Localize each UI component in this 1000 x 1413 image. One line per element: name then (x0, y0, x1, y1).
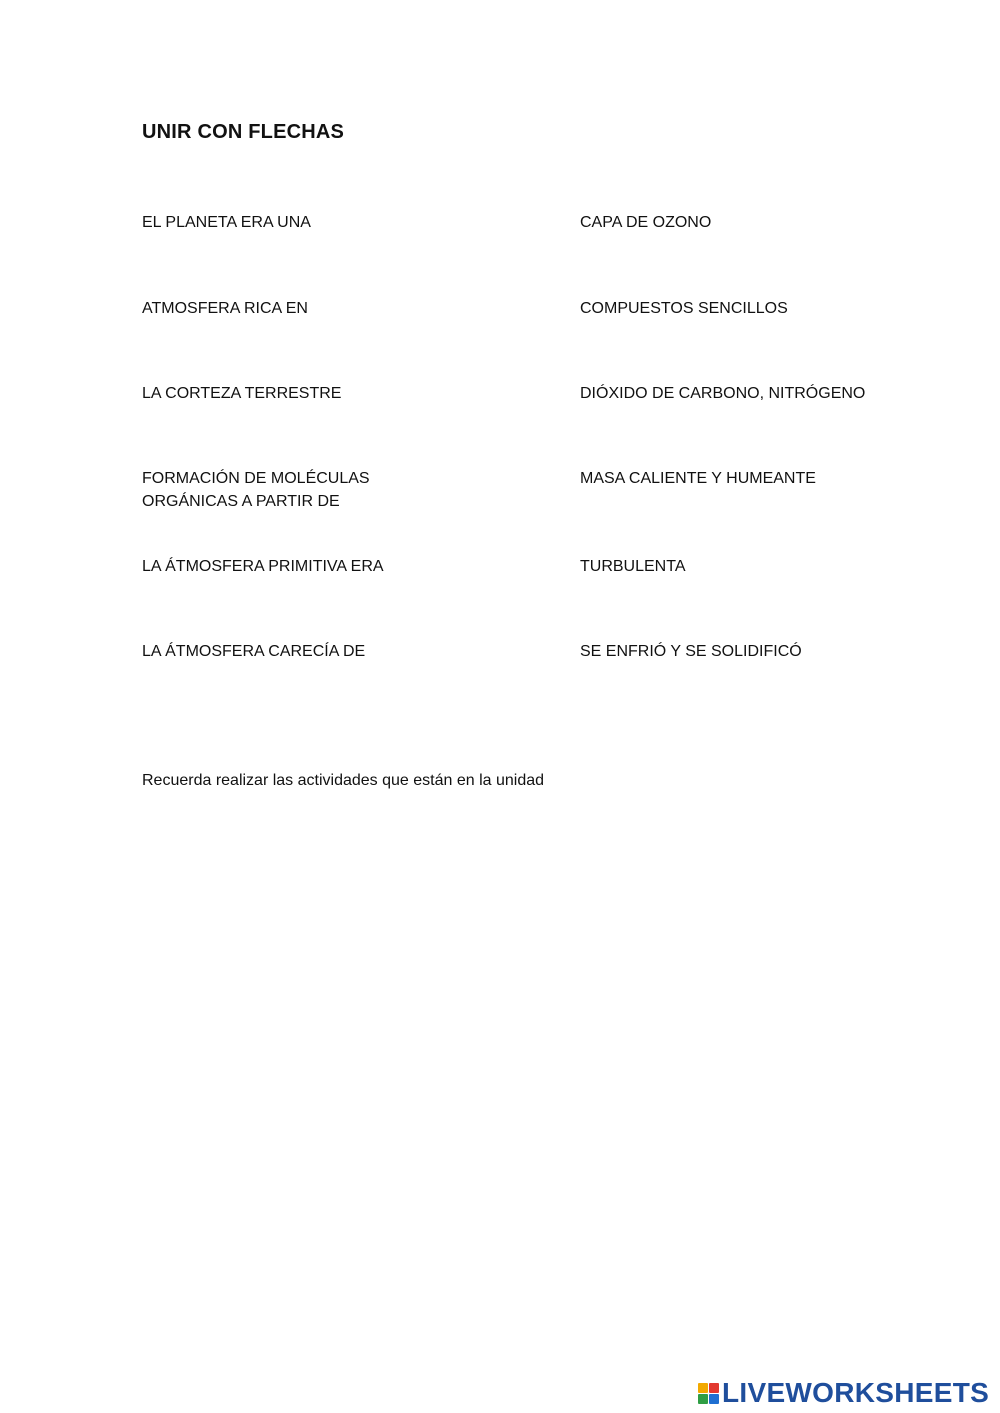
logo-text: LIVEWORKSHEETS (722, 1377, 990, 1408)
right-item-4: MASA CALIENTE Y HUMEANTE (580, 470, 816, 487)
right-item-2: COMPUESTOS SENCILLOS (580, 300, 788, 317)
left-item-3: LA CORTEZA TERRESTRE (142, 385, 342, 402)
logo-mark-icon (698, 1383, 719, 1404)
right-item-1: CAPA DE OZONO (580, 214, 712, 231)
left-item-1: EL PLANETA ERA UNA (142, 214, 311, 231)
right-item-3: DIÓXIDO DE CARBONO, NITRÓGENO (580, 385, 866, 402)
right-item-6: SE ENFRIÓ Y SE SOLIDIFICÓ (580, 643, 802, 660)
left-item-5: LA ÁTMOSFERA PRIMITIVA ERA (142, 558, 384, 575)
left-item-4: FORMACIÓN DE MOLÉCULAS ORGÁNICAS A PARTIR DE (142, 470, 370, 510)
left-item-6: LA ÁTMOSFERA CARECÍA DE (142, 643, 366, 660)
reminder-text: Recuerda realizar las actividades que están en la unidad (142, 772, 545, 789)
right-item-5: TURBULENTA (580, 558, 686, 575)
worksheet-title: UNIR CON FLECHAS (142, 121, 345, 143)
left-item-2: ATMOSFERA RICA EN (142, 300, 308, 317)
liveworksheets-logo (698, 1378, 989, 1408)
